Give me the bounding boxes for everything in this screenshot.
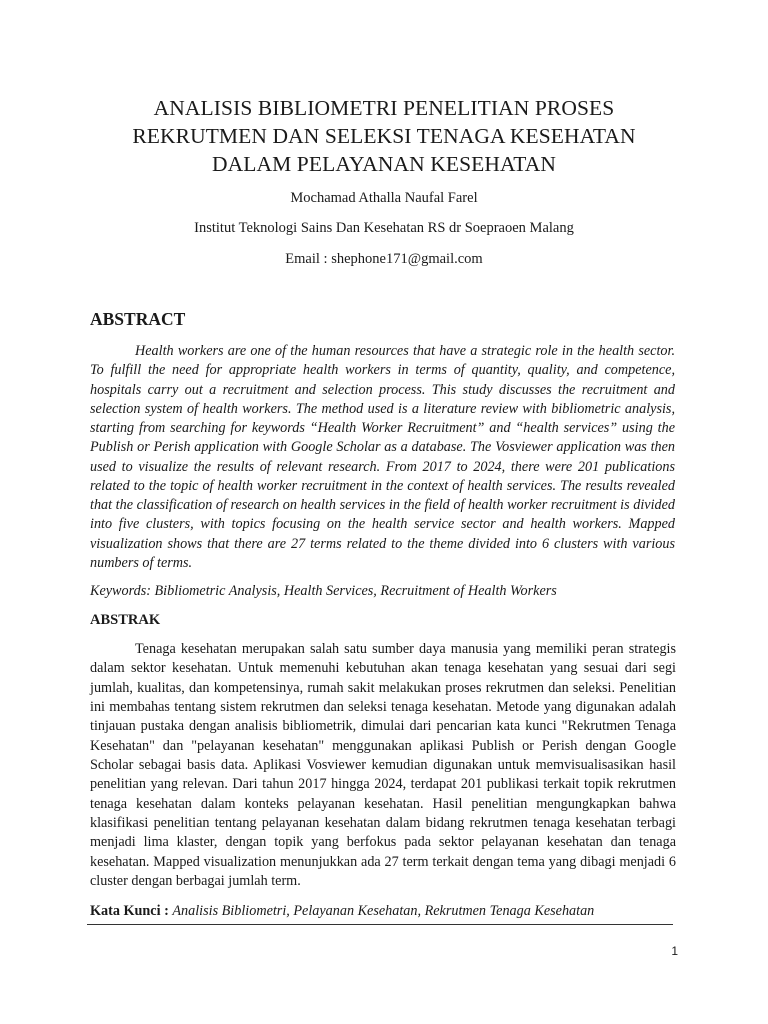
title-line-1: ANALISIS BIBLIOMETRI PENELITIAN PROSES (153, 96, 615, 120)
keywords-line: Keywords: Bibliometric Analysis, Health Services, Recruitment of Health Workers (90, 583, 557, 599)
title-line-2: REKRUTMEN DAN SELEKSI TENAGA KESEHATAN (132, 124, 636, 148)
kata-kunci-text: Analisis Bibliometri, Pelayanan Kesehatan, Rekrutmen Tenaga Kesehatan (172, 903, 595, 919)
author-email: Email : shephone171@gmail.com (285, 251, 483, 267)
abstract-text: Health workers are one of the human resources that have a strategic role in the health sector. To fulfill the need for appropriate health workers in terms of quantity, quality, and competence, hospitals carry out a recruitment and selection process. This study discusses the recruitment and selection system of health workers. The method used is a literature review with bibliometric analysis, starting from searching for keywords “Health Worker Recruitment” and “health services” using the Publish or Perish application with Google Scholar as a database. The Vosviewer application was then used to visualize the results of relevant research. From 2017 to 2024, there were 201 publications related to the topic of health worker recruitment in the context of health services. The results revealed that the classification of research on health services in the field of health worker recruitment is divided into five clusters, with topics focusing on the health service sector and health workers. Mapped visualization shows that there are 27 terms related to the theme divided into 6 clusters with various numbers of terms. (90, 343, 675, 571)
kata-kunci-label: Kata Kunci : (90, 903, 169, 919)
abstrak-heading: ABSTRAK (90, 612, 161, 628)
abstract-heading: ABSTRACT (90, 309, 186, 329)
page-number: 1 (671, 944, 678, 958)
abstrak-text: Tenaga kesehatan merupakan salah satu sumber daya manusia yang memiliki peran strategis dalam sektor kesehatan. Untuk memenuhi kebutuhan akan tenaga kesehatan yang sesuai dari segi jumlah, kualitas, dan kompetensinya, rumah sakit melakukan proses rekrutmen dan seleksi. Penelitian ini membahas tentang sistem rekrutmen dan seleksi tenaga kesehatan. Metode yang digunakan adalah tinjauan pustaka dengan analisis bibliometrik, dimulai dari pencarian kata kunci "Rekrutmen Tenaga Kesehatan" dan "pelayanan kesehatan" menggunakan aplikasi Publish or Perish dengan Google Scholar sebagai basis data. Aplikasi Vosviewer kemudian digunakan untuk memvisualisasikan hasil penelitian yang relevan. Dari tahun 2017 hingga 2024, terdapat 201 publikasi terkait topik rekrutmen tenaga kesehatan dalam konteks pelayanan kesehatan. Hasil penelitian mengungkapkan bahwa klasifikasi penelitian tentang pelayanan kesehatan dalam bidang rekrutmen tenaga kesehatan terbagi menjadi lima klaster, dengan topik yang berfokus pada sektor pelayanan kesehatan dan tenaga kesehatan. Mapped visualization menunjukkan ada 27 term terkait dengan tema yang dibagi menjadi 6 cluster dengan berbagai jumlah term. (90, 641, 676, 890)
author-name: Mochamad Athalla Naufal Farel (290, 190, 478, 206)
kata-kunci-line (90, 902, 675, 921)
footer-divider (87, 924, 673, 925)
author-affiliation: Institut Teknologi Sains Dan Kesehatan RS dr Soepraoen Malang (194, 220, 574, 236)
paper-title (90, 94, 678, 178)
title-line-3: DALAM PELAYANAN KESEHATAN (212, 152, 556, 176)
